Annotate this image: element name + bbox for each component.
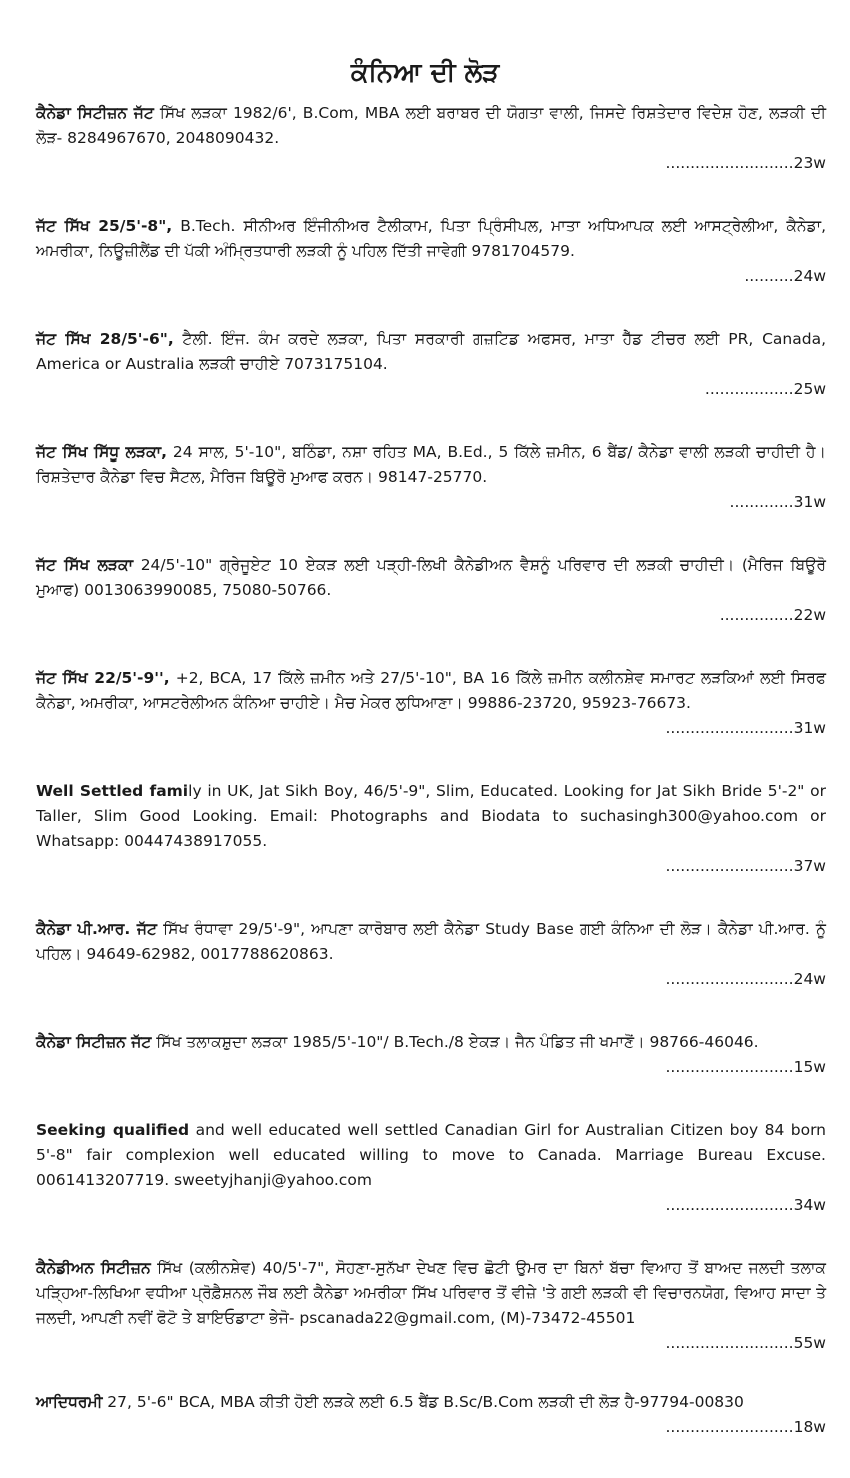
ad-body: ਟੈਲੀ. ਇੰਜ. ਕੰਮ ਕਰਦੇ ਲੜਕਾ, ਪਿਤਾ ਸਰਕਾਰੀ ਗਜ਼ਟਿਡ ਅਫਸਰ, ਮਾਤਾ ਹੈੱਡ ਟੀਚਰ ਲਈ PR, Canada, America or Australia ਲੜਕੀ ਚਾਹੀਏ 7073175104. — [36, 330, 827, 373]
ad-code: ..........................24w — [665, 970, 826, 988]
ad-code: ..................25w — [704, 380, 826, 398]
ad-code: ..........................55w — [665, 1334, 826, 1352]
classified-ads-list — [36, 101, 826, 1478]
ad-body: 24/5'-10" ਗ੍ਰੇਜੂਏਟ 10 ਏਕੜ ਲਈ ਪੜ੍ਹੀ-ਲਿਖੀ ਕੈਨੇਡੀਅਨ ਵੈਸ਼ਨੂੰ ਪਰਿਵਾਰ ਦੀ ਲੜਕੀ ਚਾਹੀਦੀ। (ਮੈਰਿਜ ਬਿਊਰੋ ਮੁਆਫ) 0013063990085, 75080-50766. — [36, 556, 826, 599]
classified-ad — [36, 1118, 826, 1218]
ad-lead: ਕੈਨੇਡਾ ਸਿਟੀਜ਼ਨ ਜੱਟ — [36, 104, 154, 122]
ad-code: ..........................23w — [665, 154, 826, 172]
ad-lead: ਕੈਨੇਡੀਅਨ ਸਿਟੀਜ਼ਨ — [36, 1259, 151, 1277]
classified-ad — [36, 101, 826, 176]
ad-code: .............31w — [729, 493, 826, 511]
ad-code: ..........................34w — [665, 1196, 826, 1214]
classified-ad — [36, 214, 826, 289]
classified-ad — [36, 666, 826, 741]
ad-body: and well educated well settled Canadian Girl for Australian Citizen boy 84 born 5'-8" fair complexion well educated willing to move to Canada. Marriage Bureau Excuse. 0061413207719. sweetyjhanji@yahoo.com — [36, 1121, 826, 1189]
ad-lead: ਜੱਟ ਸਿੱਖ ਸਿੱਧੂ ਲੜਕਾ, — [36, 443, 167, 461]
ad-lead: ਆਦਿਧਰਮੀ — [36, 1393, 103, 1411]
ad-code: ..........................31w — [665, 719, 826, 737]
classified-ad — [36, 553, 826, 628]
ad-body: 24 ਸਾਲ, 5'-10", ਬਠਿੰਡਾ, ਨਸ਼ਾ ਰਹਿਤ MA, B.Ed., 5 ਕਿੱਲੇ ਜ਼ਮੀਨ, 6 ਬੈਂਡ/ ਕੈਨੇਡਾ ਵਾਲੀ ਲੜਕੀ ਚਾਹੀਦੀ ਹੈ। ਰਿਸ਼ਤੇਦਾਰ ਕੈਨੇਡਾ ਵਿਚ ਸੈਟਲ, ਮੈਰਿਜ ਬਿਊਰੋ ਮੁਆਫ ਕਰਨ। 98147-25770. — [36, 443, 826, 486]
ad-code: ..........................18w — [665, 1418, 826, 1436]
ad-body: ਸਿੱਖ ਰੰਧਾਵਾ 29/5'-9", ਆਪਣਾ ਕਾਰੋਬਾਰ ਲਈ ਕੈਨੇਡਾ Study Base ਗਈ ਕੰਨਿਆ ਦੀ ਲੋੜ। ਕੈਨੇਡਾ ਪੀ.ਆਰ. ਨੂੰ ਪਹਿਲ। 94649-62982, 0017788620863. — [36, 920, 826, 963]
ad-lead: ਜੱਟ ਸਿੱਖ ਲੜਕਾ — [36, 556, 134, 574]
ad-body: B.Tech. ਸੀਨੀਅਰ ਇੰਜੀਨੀਅਰ ਟੈਲੀਕਾਮ, ਪਿਤਾ ਪ੍ਰਿੰਸੀਪਲ, ਮਾਤਾ ਅਧਿਆਪਕ ਲਈ ਆਸਟ੍ਰੇਲੀਆ, ਕੈਨੇਡਾ, ਅਮਰੀਕਾ, ਨਿਊਜ਼ੀਲੈਂਡ ਦੀ ਪੱਕੀ ਅੰਮ੍ਰਿਤਧਾਰੀ ਲੜਕੀ ਨੂੰ ਪਹਿਲ ਦਿੱਤੀ ਜਾਵੇਗੀ 9781704579. — [36, 217, 827, 260]
page-title: ਕੰਨਿਆ ਦੀ ਲੋੜ — [350, 58, 500, 88]
classified-ad — [36, 327, 826, 402]
ad-lead: Seeking qualified — [36, 1121, 190, 1139]
ad-body: ly in UK, Jat Sikh Boy, 46/5'-9", Slim, Educated. Looking for Jat Sikh Bride 5'-2" or Taller, Slim Good Looking. Email: Photographs and Biodata to suchasingh300@yahoo.com or Whatsapp: 00447438917055. — [36, 782, 827, 850]
ad-lead: ਕੈਨੇਡਾ ਪੀ.ਆਰ. ਜੱਟ — [36, 920, 157, 938]
ad-code: ..........................15w — [665, 1058, 826, 1076]
ad-body: ਸਿੱਖ (ਕਲੀਨਸ਼ੇਵ) 40/5'-7", ਸੋਹਣਾ-ਸੁਨੱਖਾ ਦੇਖਣ ਵਿਚ ਛੋਟੀ ਉਮਰ ਦਾ ਬਿਨਾਂ ਬੱਚਾ ਵਿਆਹ ਤੋਂ ਬਾਅਦ ਜਲਦੀ ਤਲਾਕ ਪੜ੍ਹਿਆ-ਲਿਖਿਆ ਵਧੀਆ ਪ੍ਰੋਫ਼ੈਸ਼ਨਲ ਜੌਬ ਲਈ ਕੈਨੇਡਾ ਅਮਰੀਕਾ ਸਿੱਖ ਪਰਿਵਾਰ ਤੋਂ ਵੀਜ਼ੇ 'ਤੇ ਗਈ ਲੜਕੀ ਵੀ ਵਿਚਾਰਨਯੋਗ, ਵਿਆਹ ਸਾਦਾ ਤੇ ਜਲਦੀ, ਆਪਣੀ ਨਵੀਂ ਫੋਟੋ ਤੇ ਬਾਇਓਡਾਟਾ ਭੇਜੋ- pscanada22@gmail.com, (M)-73472-45501 — [36, 1259, 827, 1327]
ad-lead: ਜੱਟ ਸਿੱਖ 25/5'-8", — [36, 217, 173, 235]
ad-code: ...............22w — [719, 606, 826, 624]
classified-ad — [36, 1030, 826, 1080]
ad-code: ..........24w — [744, 267, 826, 285]
ad-body: ਸਿੱਖ ਤਲਾਕਸ਼ੁਦਾ ਲੜਕਾ 1985/5'-10"/ B.Tech./8 ਏਕੜ। ਜੈਨ ਪੰਡਿਤ ਜੀ ਖਮਾਣੋਂ। 98766-46046. — [151, 1033, 759, 1051]
classified-ad — [36, 779, 826, 879]
ad-body: ਸਿੱਖ ਲੜਕਾ 1982/6', B.Com, MBA ਲਈ ਬਰਾਬਰ ਦੀ ਯੋਗਤਾ ਵਾਲੀ, ਜਿਸਦੇ ਰਿਸ਼ਤੇਦਾਰ ਵਿਦੇਸ਼ ਹੋਣ, ਲੜਕੀ ਦੀ ਲੋੜ- 8284967670, 2048090432. — [36, 104, 826, 147]
ad-lead: ਜੱਟ ਸਿੱਖ 22/5'-9'', — [36, 669, 170, 687]
ad-lead: ਕੈਨੇਡਾ ਸਿਟੀਜ਼ਨ ਜੱਟ — [36, 1033, 152, 1051]
ad-body: 27, 5'-6" BCA, MBA ਕੀਤੀ ਹੋਈ ਲੜਕੇ ਲਈ 6.5 ਬੈਂਡ B.Sc/B.Com ਲੜਕੀ ਦੀ ਲੋੜ ਹੈ-97794-00830 — [102, 1393, 744, 1411]
ad-code: ..........................37w — [665, 857, 826, 875]
classified-ad — [36, 917, 826, 992]
ad-lead: ਜੱਟ ਸਿੱਖ 28/5'-6", — [36, 330, 174, 348]
classified-ad — [36, 440, 826, 515]
classified-ad — [36, 1256, 826, 1356]
classified-ad — [36, 1390, 826, 1440]
ad-body: +2, BCA, 17 ਕਿੱਲੇ ਜ਼ਮੀਨ ਅਤੇ 27/5'-10", BA 16 ਕਿੱਲੇ ਜ਼ਮੀਨ ਕਲੀਨਸ਼ੇਵ ਸਮਾਰਟ ਲੜਕਿਆਂ ਲਈ ਸਿਰਫ ਕੈਨੇਡਾ, ਅਮਰੀਕਾ, ਆਸਟਰੇਲੀਅਨ ਕੰਨਿਆ ਚਾਹੀਏ। ਮੈਚ ਮੇਕਰ ਲੁਧਿਆਣਾ। 99886-23720, 95923-76673. — [36, 669, 826, 712]
ad-lead: Well Settled fami — [36, 782, 189, 800]
